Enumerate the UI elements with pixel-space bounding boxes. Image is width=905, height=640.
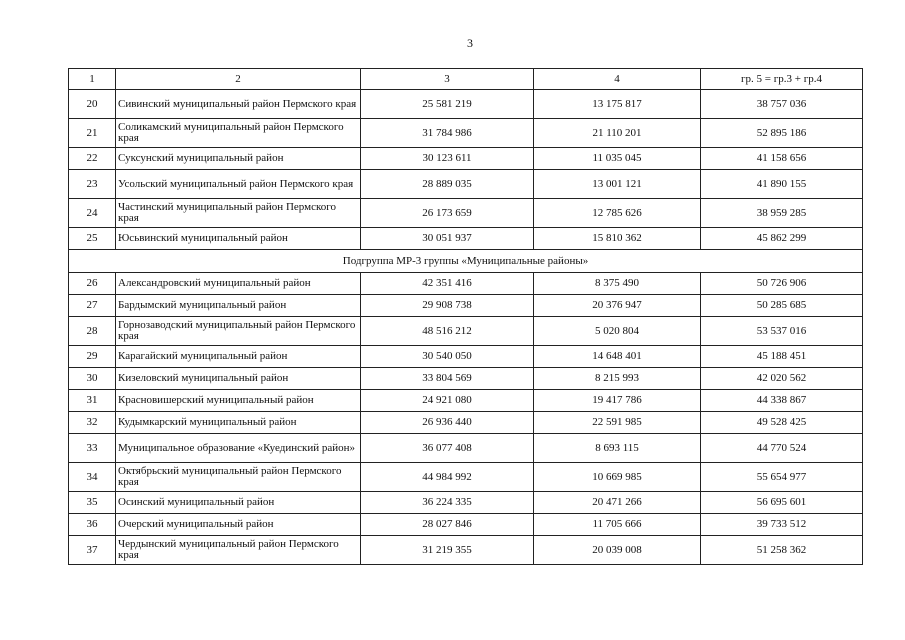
value-col3: 42 351 416 — [361, 273, 534, 295]
value-col4: 15 810 362 — [534, 228, 701, 250]
row-number: 31 — [69, 390, 116, 412]
table-row — [69, 463, 863, 492]
table-row — [69, 199, 863, 228]
district-name: Усольский муниципальный район Пермского края — [116, 170, 361, 199]
value-col4: 20 376 947 — [534, 295, 701, 317]
row-number: 23 — [69, 170, 116, 199]
district-name: Суксунский муниципальный район — [116, 148, 361, 170]
value-col3: 25 581 219 — [361, 90, 534, 119]
district-name: Александровский муниципальный район — [116, 273, 361, 295]
district-name: Сивинский муниципальный район Пермского края — [116, 90, 361, 119]
row-number: 25 — [69, 228, 116, 250]
value-col5: 44 338 867 — [701, 390, 863, 412]
column-header: 1 — [69, 69, 116, 90]
value-col5: 38 757 036 — [701, 90, 863, 119]
value-col5: 44 770 524 — [701, 434, 863, 463]
value-col3: 31 219 355 — [361, 536, 534, 565]
value-col5: 38 959 285 — [701, 199, 863, 228]
value-col5: 49 528 425 — [701, 412, 863, 434]
page-number: 3 — [467, 36, 473, 50]
column-header: 4 — [534, 69, 701, 90]
row-number: 34 — [69, 463, 116, 492]
value-col3: 31 784 986 — [361, 119, 534, 148]
table-body — [69, 69, 863, 565]
value-col5: 51 258 362 — [701, 536, 863, 565]
table-row — [69, 434, 863, 463]
value-col4: 20 471 266 — [534, 492, 701, 514]
value-col5: 53 537 016 — [701, 317, 863, 346]
value-col5: 45 862 299 — [701, 228, 863, 250]
value-col4: 8 215 993 — [534, 368, 701, 390]
row-number: 29 — [69, 346, 116, 368]
row-number: 20 — [69, 90, 116, 119]
value-col4: 8 693 115 — [534, 434, 701, 463]
district-name: Муниципальное образование «Куединский район» — [116, 434, 361, 463]
value-col3: 36 224 335 — [361, 492, 534, 514]
row-number: 30 — [69, 368, 116, 390]
value-col3: 33 804 569 — [361, 368, 534, 390]
value-col3: 30 540 050 — [361, 346, 534, 368]
value-col4: 13 001 121 — [534, 170, 701, 199]
district-name: Карагайский муниципальный район — [116, 346, 361, 368]
district-name: Горнозаводский муниципальный район Пермского края — [116, 317, 361, 346]
value-col4: 11 705 666 — [534, 514, 701, 536]
table-row — [69, 368, 863, 390]
district-name: Частинский муниципальный район Пермского края — [116, 199, 361, 228]
table-row — [69, 273, 863, 295]
value-col4: 21 110 201 — [534, 119, 701, 148]
value-col5: 39 733 512 — [701, 514, 863, 536]
subgroup-row — [69, 250, 863, 273]
value-col4: 14 648 401 — [534, 346, 701, 368]
row-number: 35 — [69, 492, 116, 514]
row-number: 22 — [69, 148, 116, 170]
table-row — [69, 492, 863, 514]
district-name: Кудымкарский муниципальный район — [116, 412, 361, 434]
value-col3: 29 908 738 — [361, 295, 534, 317]
value-col4: 10 669 985 — [534, 463, 701, 492]
value-col4: 22 591 985 — [534, 412, 701, 434]
value-col3: 30 123 611 — [361, 148, 534, 170]
table-row — [69, 514, 863, 536]
value-col4: 11 035 045 — [534, 148, 701, 170]
row-number: 37 — [69, 536, 116, 565]
row-number: 36 — [69, 514, 116, 536]
value-col4: 20 039 008 — [534, 536, 701, 565]
table-row — [69, 412, 863, 434]
column-header: 3 — [361, 69, 534, 90]
value-col3: 24 921 080 — [361, 390, 534, 412]
value-col4: 12 785 626 — [534, 199, 701, 228]
table-row — [69, 228, 863, 250]
value-col3: 36 077 408 — [361, 434, 534, 463]
table-row — [69, 346, 863, 368]
value-col5: 50 726 906 — [701, 273, 863, 295]
budget-table — [68, 68, 863, 565]
value-col5: 45 188 451 — [701, 346, 863, 368]
district-name: Красновишерский муниципальный район — [116, 390, 361, 412]
row-number: 32 — [69, 412, 116, 434]
row-number: 33 — [69, 434, 116, 463]
value-col5: 41 890 155 — [701, 170, 863, 199]
row-number: 24 — [69, 199, 116, 228]
value-col3: 26 936 440 — [361, 412, 534, 434]
value-col5: 50 285 685 — [701, 295, 863, 317]
district-name: Чердынский муниципальный район Пермского края — [116, 536, 361, 565]
value-col3: 44 984 992 — [361, 463, 534, 492]
table-row — [69, 90, 863, 119]
district-name: Очерский муниципальный район — [116, 514, 361, 536]
district-name: Осинский муниципальный район — [116, 492, 361, 514]
table-row — [69, 170, 863, 199]
district-name: Соликамский муниципальный район Пермского края — [116, 119, 361, 148]
district-name: Кизеловский муниципальный район — [116, 368, 361, 390]
value-col3: 30 051 937 — [361, 228, 534, 250]
value-col4: 19 417 786 — [534, 390, 701, 412]
table-row — [69, 119, 863, 148]
subgroup-title: Подгруппа МР-3 группы «Муниципальные районы» — [69, 250, 863, 273]
district-name: Бардымский муниципальный район — [116, 295, 361, 317]
row-number: 21 — [69, 119, 116, 148]
value-col5: 41 158 656 — [701, 148, 863, 170]
row-number: 27 — [69, 295, 116, 317]
column-header: 2 — [116, 69, 361, 90]
column-header: гр. 5 = гр.3 + гр.4 — [701, 69, 863, 90]
value-col4: 5 020 804 — [534, 317, 701, 346]
district-name: Юсьвинский муниципальный район — [116, 228, 361, 250]
value-col5: 56 695 601 — [701, 492, 863, 514]
table-row — [69, 295, 863, 317]
value-col4: 8 375 490 — [534, 273, 701, 295]
value-col5: 55 654 977 — [701, 463, 863, 492]
value-col4: 13 175 817 — [534, 90, 701, 119]
value-col3: 48 516 212 — [361, 317, 534, 346]
district-name: Октябрьский муниципальный район Пермского края — [116, 463, 361, 492]
value-col5: 42 020 562 — [701, 368, 863, 390]
row-number: 28 — [69, 317, 116, 346]
value-col3: 26 173 659 — [361, 199, 534, 228]
value-col3: 28 027 846 — [361, 514, 534, 536]
row-number: 26 — [69, 273, 116, 295]
value-col5: 52 895 186 — [701, 119, 863, 148]
header-row — [69, 69, 863, 90]
table-row — [69, 390, 863, 412]
table-row — [69, 536, 863, 565]
value-col3: 28 889 035 — [361, 170, 534, 199]
table-row — [69, 317, 863, 346]
table-row — [69, 148, 863, 170]
